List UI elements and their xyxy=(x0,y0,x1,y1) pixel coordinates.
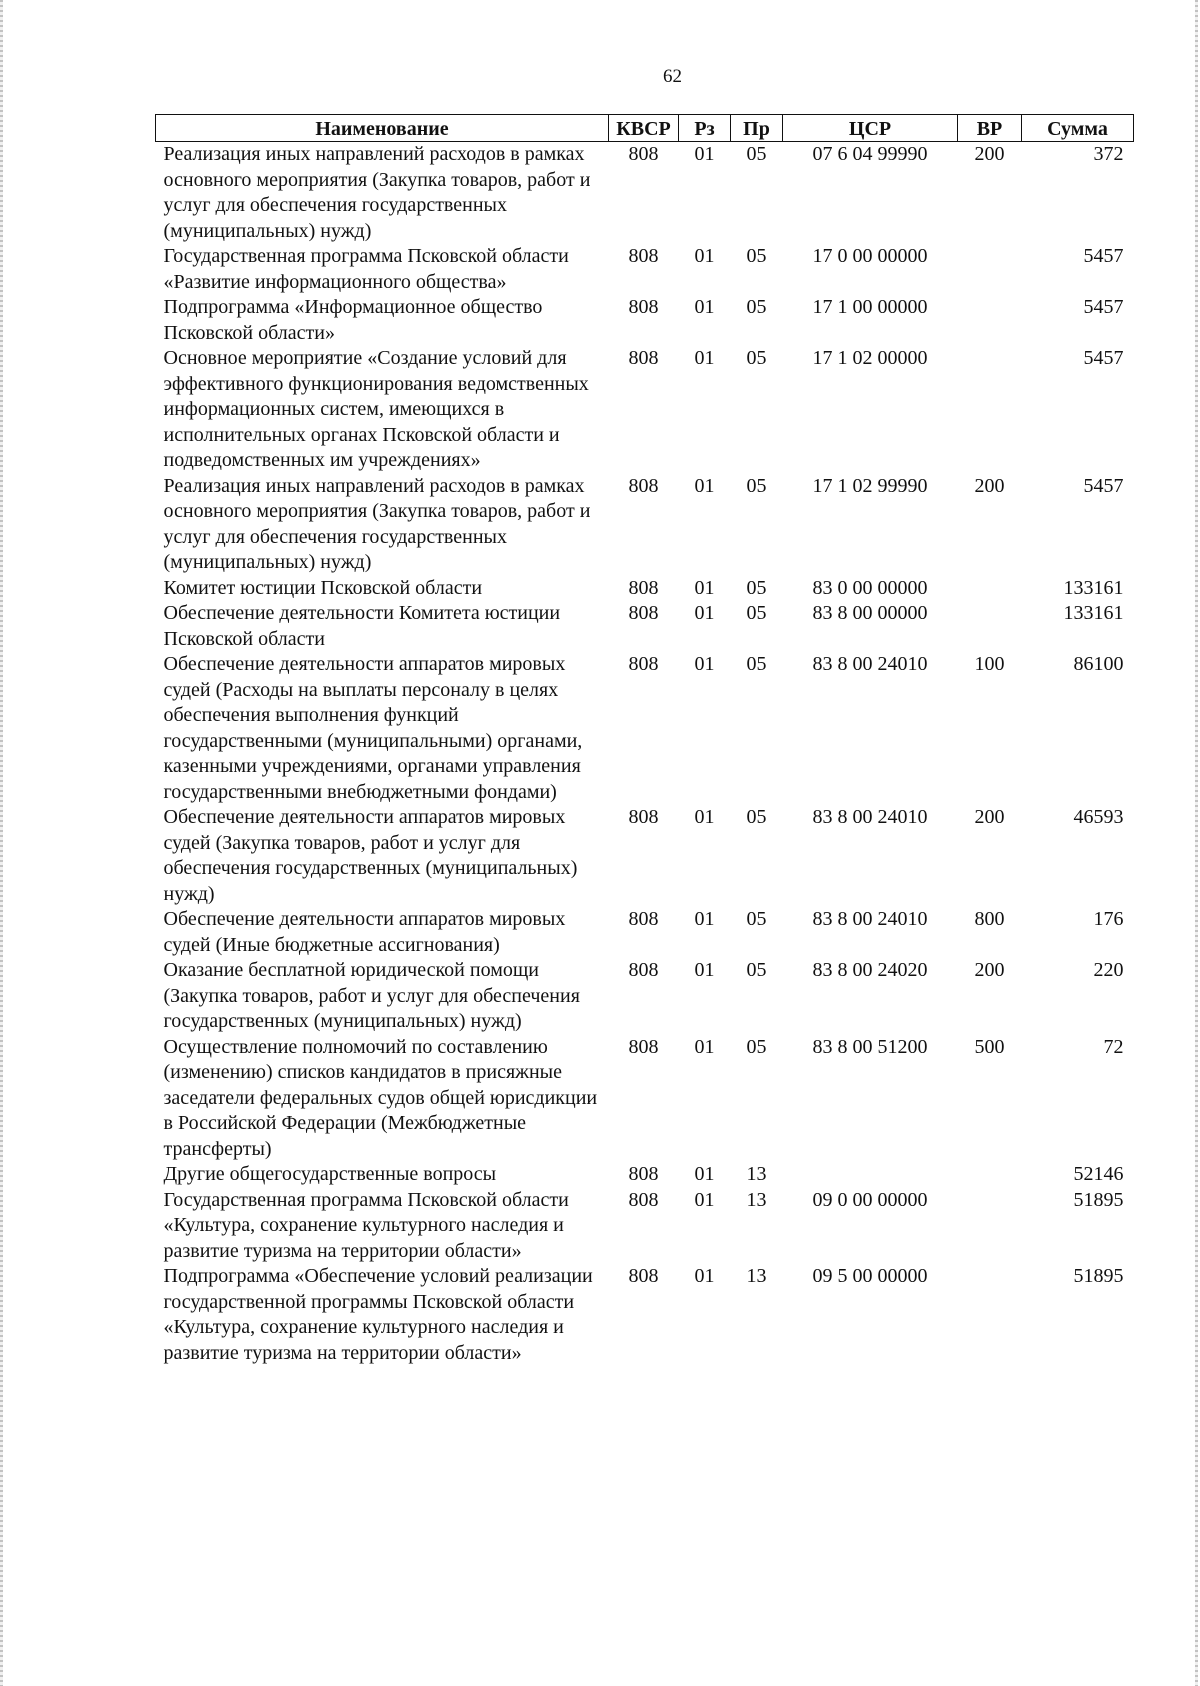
row-kvsr: 808 xyxy=(628,908,659,930)
row-rz: 01 xyxy=(694,1163,715,1185)
row-sum: 72 xyxy=(1103,1035,1124,1058)
row-name: Другие общегосударственные вопросы xyxy=(163,1163,497,1185)
row-kvsr: 808 xyxy=(628,347,659,369)
row-vr xyxy=(958,601,1022,652)
row-name: Обеспечение деятельности аппаратов мировых судей (Расходы на выплаты персоналу в целях обеспечения выполнения функций государственными (муниципальными) органами, казенными учреждениями, органами управления государственными внебюджетными фондами) xyxy=(163,653,583,803)
table-row xyxy=(156,142,1134,245)
table-row xyxy=(156,907,1134,958)
table-row xyxy=(156,244,1134,295)
row-name: Реализация иных направлений расходов в рамках основного мероприятия (Закупка товаров, работ и услуг для обеспечения государственных (муниципальных) нужд) xyxy=(163,143,591,242)
row-sum: 86100 xyxy=(1073,653,1124,675)
row-pr: 05 xyxy=(746,143,767,165)
row-kvsr: 808 xyxy=(628,653,659,675)
header-kvsr: КВСР xyxy=(609,115,679,142)
row-sum: 5457 xyxy=(1083,347,1124,369)
row-csr: 83 8 00 24010 xyxy=(812,653,928,675)
row-kvsr: 808 xyxy=(628,576,659,599)
table-row xyxy=(156,601,1134,652)
row-sum: 220 xyxy=(1093,959,1124,981)
row-csr: 09 5 00 00000 xyxy=(812,1265,928,1287)
row-pr: 05 xyxy=(746,908,767,930)
row-pr: 05 xyxy=(746,296,767,318)
row-kvsr: 808 xyxy=(628,602,659,624)
table-row xyxy=(156,1264,1134,1366)
row-rz: 01 xyxy=(694,1265,715,1287)
page-number: 62 xyxy=(663,66,682,87)
row-name: Обеспечение деятельности аппаратов мировых судей (Закупка товаров, работ и услуг для обеспечения государственных (муниципальных) нужд) xyxy=(163,806,578,905)
row-kvsr: 808 xyxy=(628,296,659,318)
row-vr: 200 xyxy=(974,474,1005,497)
row-pr: 05 xyxy=(746,245,767,267)
row-pr: 05 xyxy=(746,576,767,599)
row-name: Комитет юстиции Псковской области xyxy=(163,576,483,599)
row-rz: 01 xyxy=(694,1035,715,1058)
row-kvsr: 808 xyxy=(628,1163,659,1185)
table-row xyxy=(156,1035,1134,1163)
row-sum: 51895 xyxy=(1073,1188,1124,1211)
row-sum: 5457 xyxy=(1083,245,1124,267)
row-name: Осуществление полномочий по составлению (изменению) списков кандидатов в присяжные заседатели федеральных судов общей юрисдикции в Российской Федерации (Межбюджетные трансферты) xyxy=(163,1035,598,1160)
row-kvsr: 808 xyxy=(628,806,659,828)
row-rz: 01 xyxy=(694,576,715,599)
table-row xyxy=(156,805,1134,907)
row-csr: 83 8 00 24010 xyxy=(812,908,928,930)
row-name: Основное мероприятие «Создание условий для эффективного функционирования ведомственных информационных систем, имеющихся в исполнительных органах Псковской области и подведомственных им учреждениях» xyxy=(163,347,589,471)
row-name: Реализация иных направлений расходов в рамках основного мероприятия (Закупка товаров, работ и услуг для обеспечения государственных (муниципальных) нужд) xyxy=(163,474,591,573)
row-sum: 176 xyxy=(1093,908,1124,930)
row-rz: 01 xyxy=(694,908,715,930)
row-kvsr: 808 xyxy=(628,1188,659,1211)
row-vr: 100 xyxy=(974,653,1005,675)
row-rz: 01 xyxy=(694,1188,715,1211)
header-vr: ВР xyxy=(958,115,1022,142)
row-sum: 46593 xyxy=(1073,806,1124,828)
row-name: Государственная программа Псковской области «Развитие информационного общества» xyxy=(163,245,569,293)
row-pr: 13 xyxy=(746,1188,767,1211)
row-sum: 51895 xyxy=(1073,1265,1124,1287)
table-row xyxy=(156,1188,1134,1265)
table-row xyxy=(156,295,1134,346)
row-sum: 133161 xyxy=(1063,576,1124,599)
row-csr: 07 6 04 99990 xyxy=(812,143,928,165)
row-sum: 5457 xyxy=(1083,474,1124,497)
row-vr xyxy=(958,576,1022,602)
row-pr: 05 xyxy=(746,806,767,828)
row-sum: 133161 xyxy=(1063,602,1124,624)
row-csr: 17 1 00 00000 xyxy=(812,296,928,318)
row-vr: 200 xyxy=(974,959,1005,981)
row-name: Подпрограмма «Обеспечение условий реализации государственной программы Псковской области «Культура, сохранение культурного наследия и развитие туризма на территории области» xyxy=(163,1265,593,1364)
header-pr: Пр xyxy=(731,115,783,142)
scan-edge-left xyxy=(0,0,3,1686)
row-csr: 83 8 00 24020 xyxy=(812,959,928,981)
row-rz: 01 xyxy=(694,245,715,267)
row-csr: 83 8 00 00000 xyxy=(812,602,928,624)
row-pr: 05 xyxy=(746,347,767,369)
header-name: Наименование xyxy=(156,115,609,142)
row-rz: 01 xyxy=(694,959,715,981)
row-vr xyxy=(958,1162,1022,1188)
row-pr: 05 xyxy=(746,474,767,497)
row-name: Обеспечение деятельности аппаратов мировых судей (Иные бюджетные ассигнования) xyxy=(163,908,566,956)
row-rz: 01 xyxy=(694,474,715,497)
table-body xyxy=(156,142,1134,1367)
row-vr xyxy=(958,295,1022,346)
table-row xyxy=(156,1162,1134,1188)
row-pr: 05 xyxy=(746,602,767,624)
row-csr: 09 0 00 00000 xyxy=(812,1188,928,1211)
row-vr xyxy=(958,1188,1022,1265)
row-name: Оказание бесплатной юридической помощи (Закупка товаров, работ и услуг для обеспечения государственных (муниципальных) нужд) xyxy=(163,959,580,1032)
row-csr: 83 8 00 51200 xyxy=(812,1035,928,1058)
row-rz: 01 xyxy=(694,143,715,165)
row-kvsr: 808 xyxy=(628,1035,659,1058)
row-csr: 17 1 02 99990 xyxy=(812,474,928,497)
row-pr: 05 xyxy=(746,1035,767,1058)
header-rz: Рз xyxy=(679,115,731,142)
row-csr: 17 1 02 00000 xyxy=(812,347,928,369)
table-row xyxy=(156,958,1134,1035)
row-pr: 13 xyxy=(746,1265,767,1287)
row-vr xyxy=(958,244,1022,295)
row-vr xyxy=(958,1264,1022,1366)
row-csr: 83 8 00 24010 xyxy=(812,806,928,828)
row-name: Государственная программа Псковской области «Культура, сохранение культурного наследия и развитие туризма на территории области» xyxy=(163,1188,569,1262)
row-name: Подпрограмма «Информационное общество Псковской области» xyxy=(163,296,543,344)
row-rz: 01 xyxy=(694,296,715,318)
table-row xyxy=(156,346,1134,474)
header-sum: Сумма xyxy=(1022,115,1134,142)
row-vr: 200 xyxy=(974,143,1005,165)
table-row xyxy=(156,474,1134,576)
row-rz: 01 xyxy=(694,347,715,369)
row-vr: 500 xyxy=(974,1035,1005,1058)
row-csr: 83 0 00 00000 xyxy=(812,576,928,599)
row-sum: 52146 xyxy=(1073,1163,1124,1185)
scan-edge-right xyxy=(1195,0,1198,1686)
row-kvsr: 808 xyxy=(628,143,659,165)
table-row xyxy=(156,576,1134,602)
row-vr: 800 xyxy=(974,908,1005,930)
row-kvsr: 808 xyxy=(628,1265,659,1287)
header-csr: ЦСР xyxy=(783,115,958,142)
row-pr: 05 xyxy=(746,653,767,675)
row-sum: 5457 xyxy=(1083,296,1124,318)
row-pr: 05 xyxy=(746,959,767,981)
row-rz: 01 xyxy=(694,806,715,828)
budget-table xyxy=(155,114,1134,1366)
row-sum: 372 xyxy=(1093,143,1124,165)
row-name: Обеспечение деятельности Комитета юстиции Псковской области xyxy=(163,602,561,650)
table-header-row xyxy=(156,115,1134,142)
row-vr: 200 xyxy=(974,806,1005,828)
row-csr xyxy=(783,1162,958,1188)
row-csr: 17 0 00 00000 xyxy=(812,245,928,267)
table-row xyxy=(156,652,1134,805)
row-kvsr: 808 xyxy=(628,245,659,267)
row-kvsr: 808 xyxy=(628,959,659,981)
row-rz: 01 xyxy=(694,602,715,624)
row-vr xyxy=(958,346,1022,474)
row-rz: 01 xyxy=(694,653,715,675)
row-kvsr: 808 xyxy=(628,474,659,497)
row-pr: 13 xyxy=(746,1163,767,1185)
